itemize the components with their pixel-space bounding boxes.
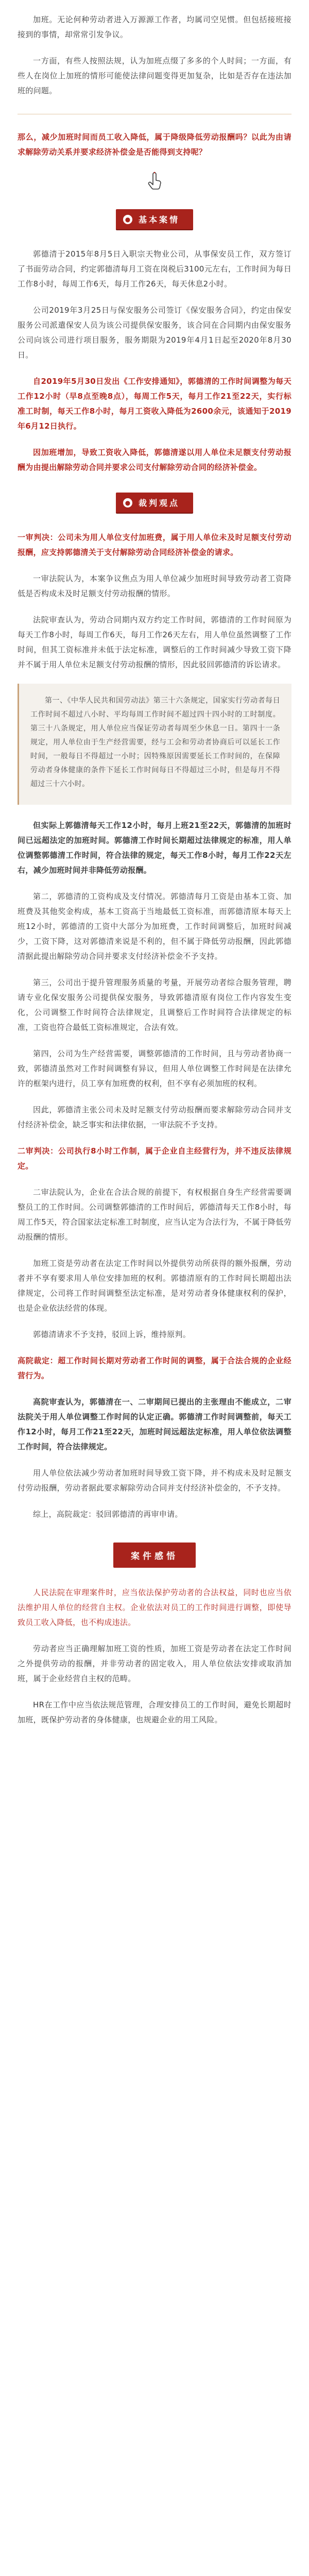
top-spacer [18, 0, 291, 12]
court-view-2-paragraph-1: 但实际上郭德清每天工作12小时，每月上班21至22天，郭德清的加班时间已远超法定的加班时间。郭德清工作时间长期超过法律规定的标准，用人单位调整郭德清工作时间，符合法律的规定，每天工作8小时，每月工作22天左右，减少加班时间并非降低劳动报酬。 [18, 821, 291, 875]
intro-paragraph-2: 一方面，有些人按照法规，认为加班点缀了多多的个人时间；一方面，有些人在岗位上加班的情形可能使法律问题变得更加复杂，比如是否存在违法加班的问题。 [18, 56, 291, 95]
final-ruling-title: 高院裁定：超工作时间长期对劳动者工作时间的调整，属于合法合规的企业经营行为。 [18, 1356, 291, 1380]
section-title-basic: 基本案情 [138, 215, 180, 225]
basic-fact-3: 自2019年5月30日发出《工作安排通知》，郭德清的工作时间调整为每天工作12小时（早8点至晚8点），每周工作5天，每月工作21至22天，实行标准工时制，每天工作8小时，每月工资收入降低为2600余元，该通知于2019年6月12日执行。 [18, 377, 291, 431]
court-view-2-paragraph-2: 第二，郭德清的工资构成及支付情况。郭德清每月工资是由基本工资、加班费及其他奖金构成，基本工资高于当地最低工资标准，而郭德清原本每天上班12小时，郭德清的工资中大部分为加班费，工作时间调整后，加班时间减少，工资下降，这对郭德清来说是不利的，但不属于降低劳动报酬，因此郭德清据此提出解除劳动合同并要求支付经济补偿金不予支持。 [18, 892, 291, 961]
court-view-1-paragraph-2: 法院审查认为，劳动合同期内双方约定工作时间，郭德清的工作时间原为每天工作8小时，每周工作6天，每月工作26天左右，用人单位虽然调整了工作时间，但其工资标准并未低于法定标准，调整后的工作时间减少导致工资下降并不属于用人单位未足额支付劳动报酬的情形，因此驳回郭德清的诉讼请求。 [18, 615, 291, 669]
court-view-3-paragraph-3: 郭德清请求不予支持，驳回上诉，维持原判。 [33, 1330, 191, 1339]
basic-fact-2: 公司2019年3月25日与保安服务公司签订《保安服务合同》，约定由保安服务公司派遣保安人员为该公司提供保安服务，该合同在合同期内由保安服务公司向该公司进行项目服务，服务期限为2019年4月1日起至2020年8月30日。 [18, 306, 291, 360]
law-quote-paragraph: 第一、《中华人民共和国劳动法》第三十六条规定，国家实行劳动者每日工作时间不超过八小时、平均每周工作时间不超过四十四小时的工时制度。第三十八条规定，用人单位应当保证劳动者每周至少休息一日。第四十一条规定，用人单位由于生产经营需要，经与工会和劳动者协商后可以延长工作时间，一般每日不得超过一小时；因特殊原因需要延长工作时间的，在保障劳动者身体健康的条件下延长工作时间每日不得超过三小时，但是每月不得超过三十六小时。 [30, 697, 280, 788]
law-quote-box [18, 684, 291, 805]
court-view-2-paragraph-5: 因此，郭德清主张公司未及时足额支付劳动报酬而要求解除劳动合同并支付经济补偿金，缺乏事实和法律依据，一审法院不予支持。 [18, 1105, 291, 1129]
section-header-court [18, 493, 291, 513]
final-ruling-paragraph-2: 用人单位依法减少劳动者加班时间导致工资下降，并不构成未及时足额支付劳动报酬，劳动者据此要求解除劳动合同并支付经济补偿金的，不予支持。 [18, 1468, 291, 1493]
bullet-icon: ● [123, 215, 132, 224]
basic-fact-1: 郭德清于2015年8月5日入职宗天物业公司，从事保安员工作，双方签订了书面劳动合同，约定郭德清每月工资在岗税后3100元左右，工作时间为每日工作8小时，每周工作6天，每月工作26天，每天休息2小时。 [18, 249, 291, 289]
section-header-basic [18, 209, 291, 229]
court-view-3-title: 二审判决：公司执行8小时工作制，属于企业自主经营行为，并不违反法律规定。 [18, 1146, 291, 1171]
court-view-3-paragraph-2: 加班工资是劳动者在法定工作时间以外提供劳动所获得的额外报酬，劳动者并不享有要求用人单位安排加班的权利。郭德清原有的工作时间长期超出法律规定，公司将工作时间调整至法定标准，是对劳动者身体健康权利的保护，也是企业依法经营的体现。 [18, 1259, 291, 1313]
pointing-hand-icon [144, 171, 165, 192]
intro-paragraph-1: 加班。无论何种劳动者进入万源源工作者，均属司空见惯。但包括接班接接到的事情，却常常引发争议。 [18, 15, 291, 39]
basic-fact-4: 因加班增加，导致工资收入降低，郭德清遂以用人单位未足额支付劳动报酬为由提出解除劳动合同并要求公司支付解除劳动合同的经济补偿金。 [18, 448, 291, 472]
analysis-paragraph-1: 人民法院在审理案件时，应当依法保护劳动者的合法权益，同时也应当依法维护用人单位的经营自主权。企业依法对员工的工作时间进行调整，即使导致员工收入降低，也不构成违法。 [18, 1588, 291, 1627]
lead-question: 那么，减少加班时间而员工收入降低，属于降级降低劳动报酬吗？以此为由请求解除劳动关系并要求经济补偿金是否能得到支持呢？ [18, 132, 291, 157]
section-badge-basic [116, 209, 193, 229]
section-title-court: 裁判观点 [138, 498, 180, 508]
court-view-2-paragraph-4: 第四，公司为生产经营需要，调整郭德清的工作时间，且与劳动者协商一致，郭德清虽然对工作时间调整有异议，但用人单位调整工作时间是在法律允许的框架内进行，员工享有加班费的权利，但不享有必须加班的权利。 [18, 1049, 291, 1088]
analysis-paragraph-3: HR在工作中应当依法规范管理，合理安排员工的工作时间，避免长期超时加班，既保护劳动者的身体健康，也规避企业的用工风险。 [18, 1700, 291, 1724]
section-badge-court [116, 493, 193, 513]
court-view-1-paragraph-1: 一审法院认为，本案争议焦点为用人单位减少加班时间导致劳动者工资降低是否构成未及时足额支付劳动报酬的情形。 [18, 574, 291, 598]
analysis-paragraph-2: 劳动者应当正确理解加班工资的性质，加班工资是劳动者在法定工作时间之外提供劳动的报酬，并非劳动者的固定收入，用人单位依法安排或取消加班，属于企业经营自主权的范畴。 [18, 1644, 291, 1683]
section-header-analysis [18, 1543, 291, 1568]
court-view-2-paragraph-3: 第三，公司出于提升管理服务质量的考量，开展劳动者综合服务管理，聘请专业化保安服务公司提供保安服务，导致郭德清原有岗位工作内容发生变化，公司调整工作时间符合法律规定，且调整后工作时间符合法律规定的标准，工资也符合最低工资标准规定，合法有效。 [18, 978, 291, 1032]
section-title-analysis: 案件感悟 [113, 1543, 196, 1568]
final-ruling-paragraph-1: 高院审查认为，郭德清在一、二审期间已提出的主张理由不能成立，二审法院关于用人单位调整工作时间的认定正确。郭德清工作时间调整前，每天工作12小时，每月工作21至22天，加班时间远超法定标准，用人单位依法调整工作时间，符合法律规定。 [18, 1397, 291, 1451]
bullet-icon: ● [123, 498, 132, 507]
court-view-3-paragraph-1: 二审法院认为，企业在合法合规的前提下，有权根据自身生产经营需要调整员工的工作时间。公司调整郭德清的工作时间后，郭德清每天工作8小时，每周工作5天，符合国家法定标准工时制度，应当认定为合法行为，不属于降低劳动报酬的情形。 [18, 1188, 291, 1242]
final-ruling-paragraph-3: 综上，高院裁定：驳回郭德清的再审申请。 [33, 1510, 183, 1519]
court-view-1-title: 一审判决：公司未为用人单位支付加班费，属于用人单位未及时足额支付劳动报酬，应支持郭德清关于支付解除劳动合同经济补偿金的请求。 [18, 533, 291, 557]
